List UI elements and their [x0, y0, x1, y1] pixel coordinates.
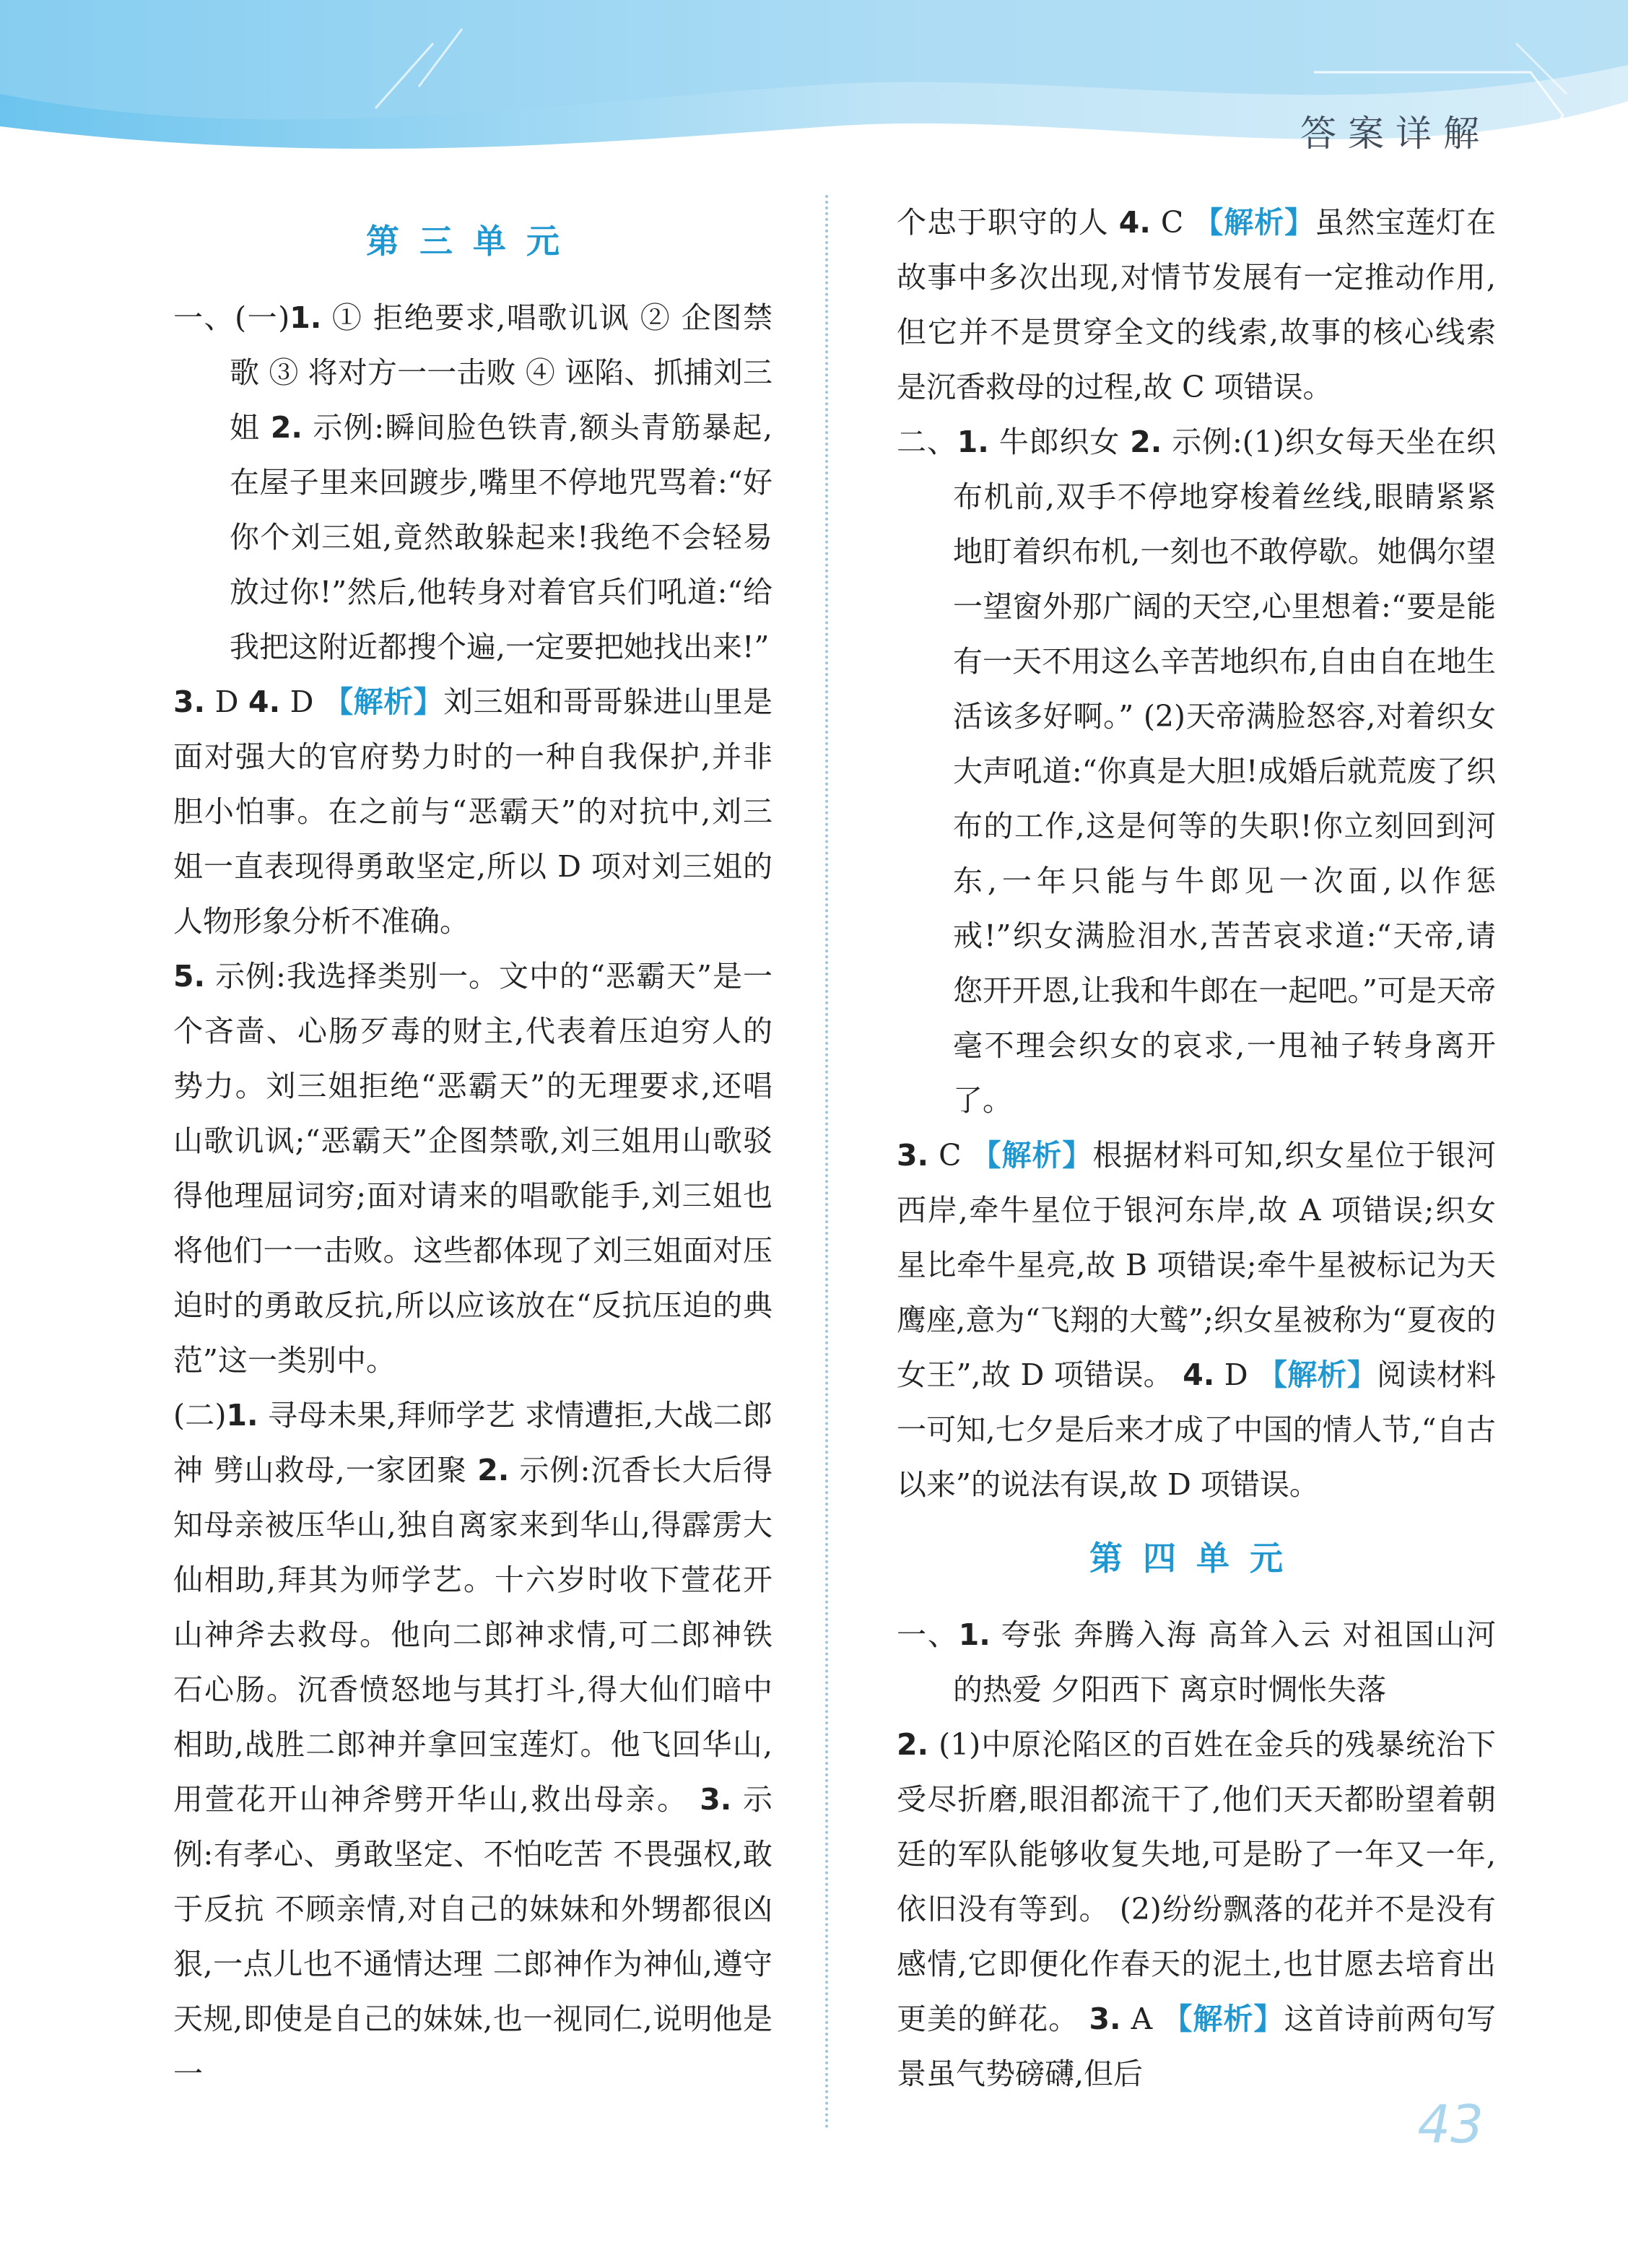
analysis-tag: 【解析】 — [971, 1138, 1093, 1173]
analysis-text: 阅读材料一可知,七夕是后来才成了中国的情人节,“自古以来”的说法有误,故 D 项错误。 — [897, 1357, 1497, 1502]
answer-text: 示例:瞬间脸色铁青,额头青筋暴起,在屋子里来回踱步,嘴里不停地咒骂着:“好你个刘三姐,竟然敢躲起来!我绝不会轻易放过你!”然后,他转身对着官兵们吼道:“给我把这附近都搜个遍,一定要把她找出来!” — [230, 410, 772, 664]
right-column — [897, 195, 1496, 2101]
answer-text: 示例:沉香长大后得知母亲被压华山,独自离家来到华山,得霹雳大仙相助,拜其为师学艺。十六岁时收下萱花开山神斧去救母。他向二郎神求情,可二郎神铁石心肠。沉香愤怒地与其打斗,得大仙们暗中相助,战胜二郎神并拿回宝莲灯。他飞回华山,用萱花开山神斧劈开华山,救出母亲。 — [173, 1453, 772, 1817]
question-number: 3. — [897, 1138, 929, 1173]
answer-text: 示例:(1)织女每天坐在织布机前,双手不停地穿梭着丝线,眼睛紧紧地盯着织布机,一刻也不敢停歇。她偶尔望一望窗外那广阔的天空,心里想着:“要是能有一天不用这么辛苦地织布,自由自在地生活该多好啊。” (2)天帝满脸怒容,对着织女大声吼道:“你真是大胆!成婚后就荒废了织布的工作,这是何等的失职!你立刻回到河东,一年只能与牛郎见一次面,以作惩戒!”织女满脸泪水,苦苦哀求道:“天帝,请您开开恩,让我和牛郎在一起吧。”可是天帝毫不理会织女的哀求,一甩袖子转身离开了。 — [953, 425, 1496, 1118]
analysis-tag: 【解析】 — [1162, 2002, 1284, 2036]
question-number: 4. — [1118, 205, 1151, 240]
question-number: 1. — [226, 1398, 258, 1433]
section-title-unit-4: 第四单元 — [1089, 1539, 1303, 1578]
analysis-text: 虽然宝莲灯在故事中多次出现,对情节发展有一定推动作用,但它并不是贯穿全文的线索,故事的核心线索是沉香救母的过程,故 C 项错误。 — [897, 205, 1496, 404]
answer-text: (1)中原沦陷区的百姓在金兵的残暴统治下受尽折磨,眼泪都流干了,他们天天都盼望着朝廷的军队能够收复失地,可是盼了一年又一年,依旧没有等到。 (2)纷纷飘落的花并不是没有感情,它即便化作春天的泥土,也甘愿去培育出更美的鲜花。 — [897, 1727, 1496, 2036]
block-lead: (二) — [173, 1398, 227, 1433]
block-lead: 二、 — [897, 425, 957, 459]
question-number: 2. — [897, 1727, 929, 1762]
block-lead: 一、(一) — [173, 300, 290, 335]
answer-block-1 — [173, 290, 772, 674]
section-title-unit-3: 第三单元 — [366, 222, 580, 261]
answer-text: D — [205, 685, 249, 719]
question-number: 3. — [173, 685, 206, 719]
question-number: 2. — [477, 1453, 510, 1487]
answer-block-5 — [897, 195, 1496, 414]
question-number: 2. — [1130, 425, 1162, 459]
answer-block-8 — [897, 1607, 1496, 1717]
answer-text: A — [1120, 2002, 1163, 2036]
answer-text: 寻母未果,拜师学艺 求情遭拒,大战二郎神 劈山救母,一家团聚 — [173, 1398, 772, 1487]
question-number: 3. — [700, 1782, 732, 1817]
question-number: 2. — [270, 410, 302, 445]
analysis-text: 这首诗前两句写景虽气势磅礴,但后 — [897, 2002, 1496, 2091]
analysis-text: 根据材料可知,织女星位于银河西岸,牵牛星位于银河东岸,故 A 项错误;织女星比牵牛星亮,故 B 项错误;牵牛星被标记为天鹰座,意为“飞翔的大鹫”;织女星被称为“夏夜的女王”,故 D 项错误。 — [897, 1138, 1496, 1392]
answer-block-4 — [173, 1388, 772, 2101]
column-divider — [825, 195, 828, 2130]
answer-block-9 — [897, 1717, 1496, 2101]
question-number: 1. — [958, 1617, 991, 1652]
answer-block-6 — [897, 414, 1496, 1128]
answer-text: D — [1214, 1357, 1258, 1392]
question-number: 5. — [173, 959, 206, 994]
block-lead: 一、 — [897, 1617, 959, 1652]
answer-text: C — [928, 1138, 972, 1173]
question-number: 1. — [290, 300, 322, 335]
answer-text: 个忠于职守的人 — [897, 205, 1119, 240]
question-number: 1. — [957, 425, 989, 459]
answer-text: 牛郎织女 — [988, 425, 1131, 459]
answer-text: 示例:有孝心、勇敢坚定、不怕吃苦 不畏强权,敢于反抗 不顾亲情,对自己的妹妹和外甥都很凶狠,一点儿也不通情达理 二郎神作为神仙,遵守天规,即使是自己的妹妹,也一视同仁,说明他是一 — [173, 1782, 772, 2091]
page-number: 43 — [1417, 2094, 1484, 2155]
question-number: 4. — [1183, 1357, 1215, 1392]
question-number: 3. — [1089, 2002, 1121, 2036]
answer-text: 夸张 奔腾入海 高耸入云 对祖国山河的热爱 夕阳西下 离京时惆怅失落 — [953, 1617, 1497, 1707]
answer-text: D — [280, 685, 324, 719]
analysis-text: 刘三姐和哥哥躲进山里是面对强大的官府势力时的一种自我保护,并非胆小怕事。在之前与“恶霸天”的对抗中,刘三姐一直表现得勇敢坚定,所以 D 项对刘三姐的人物形象分析不准确。 — [173, 685, 773, 939]
answer-block-7 — [897, 1128, 1496, 1512]
answer-block-2 — [173, 674, 772, 949]
answer-text: C — [1150, 205, 1194, 240]
question-number: 4. — [248, 685, 281, 719]
analysis-tag: 【解析】 — [1257, 1357, 1377, 1392]
left-column — [173, 195, 772, 2101]
analysis-tag: 【解析】 — [1193, 205, 1315, 240]
answer-text: 示例:我选择类别一。文中的“恶霸天”是一个吝啬、心肠歹毒的财主,代表着压迫穷人的势力。刘三姐拒绝“恶霸天”的无理要求,还唱山歌讥讽;“恶霸天”企图禁歌,刘三姐用山歌驳得他理屈词穷;面对请来的唱歌能手,刘三姐也将他们一一击败。这些都体现了刘三姐面对压迫时的勇敢反抗,所以应该放在“反抗压迫的典范”这一类别中。 — [173, 959, 772, 1378]
answer-block-3 — [173, 949, 772, 1388]
analysis-tag: 【解析】 — [323, 685, 444, 719]
answer-text: ① 拒绝要求,唱歌讥讽 ② 企图禁歌 ③ 将对方一一击败 ④ 诬陷、抓捕刘三姐 — [230, 300, 772, 445]
header-title: 答案详解 — [1300, 113, 1491, 155]
